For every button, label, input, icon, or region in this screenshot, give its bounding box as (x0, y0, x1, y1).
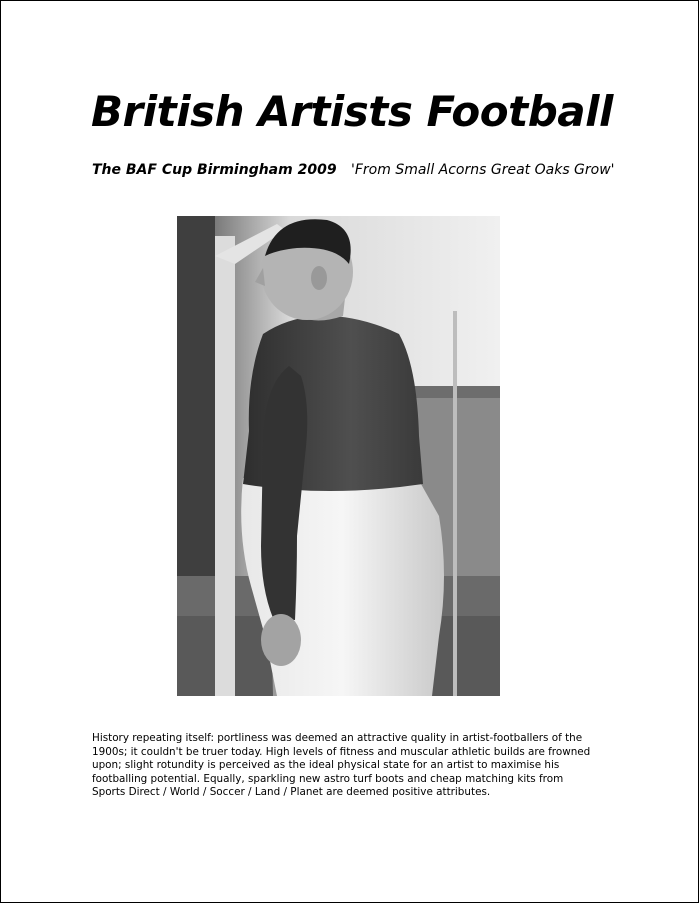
footballer-photo-icon (177, 216, 500, 696)
document-subtitle (92, 162, 615, 178)
subtitle-motto: 'From Small Acorns Great Oaks Grow' (351, 162, 615, 178)
document-title: British Artists Football (91, 87, 613, 136)
subtitle-event: The BAF Cup Birmingham 2009 (92, 162, 337, 178)
footballer-photo (177, 216, 500, 696)
photo-caption: History repeating itself: portliness was deemed an attractive quality in artist-footballers of the 1900s; it couldn't be truer today. High levels of fitness and muscular athletic builds are frowned upon; slight rotundity is perceived as the ideal physical state for an artist to maximise his footballing potential. Equally, sparkling new astro turf boots and cheap matching kits from Sports Direct / World / Soccer / Land / Planet are deemed positive attributes. (92, 732, 591, 799)
